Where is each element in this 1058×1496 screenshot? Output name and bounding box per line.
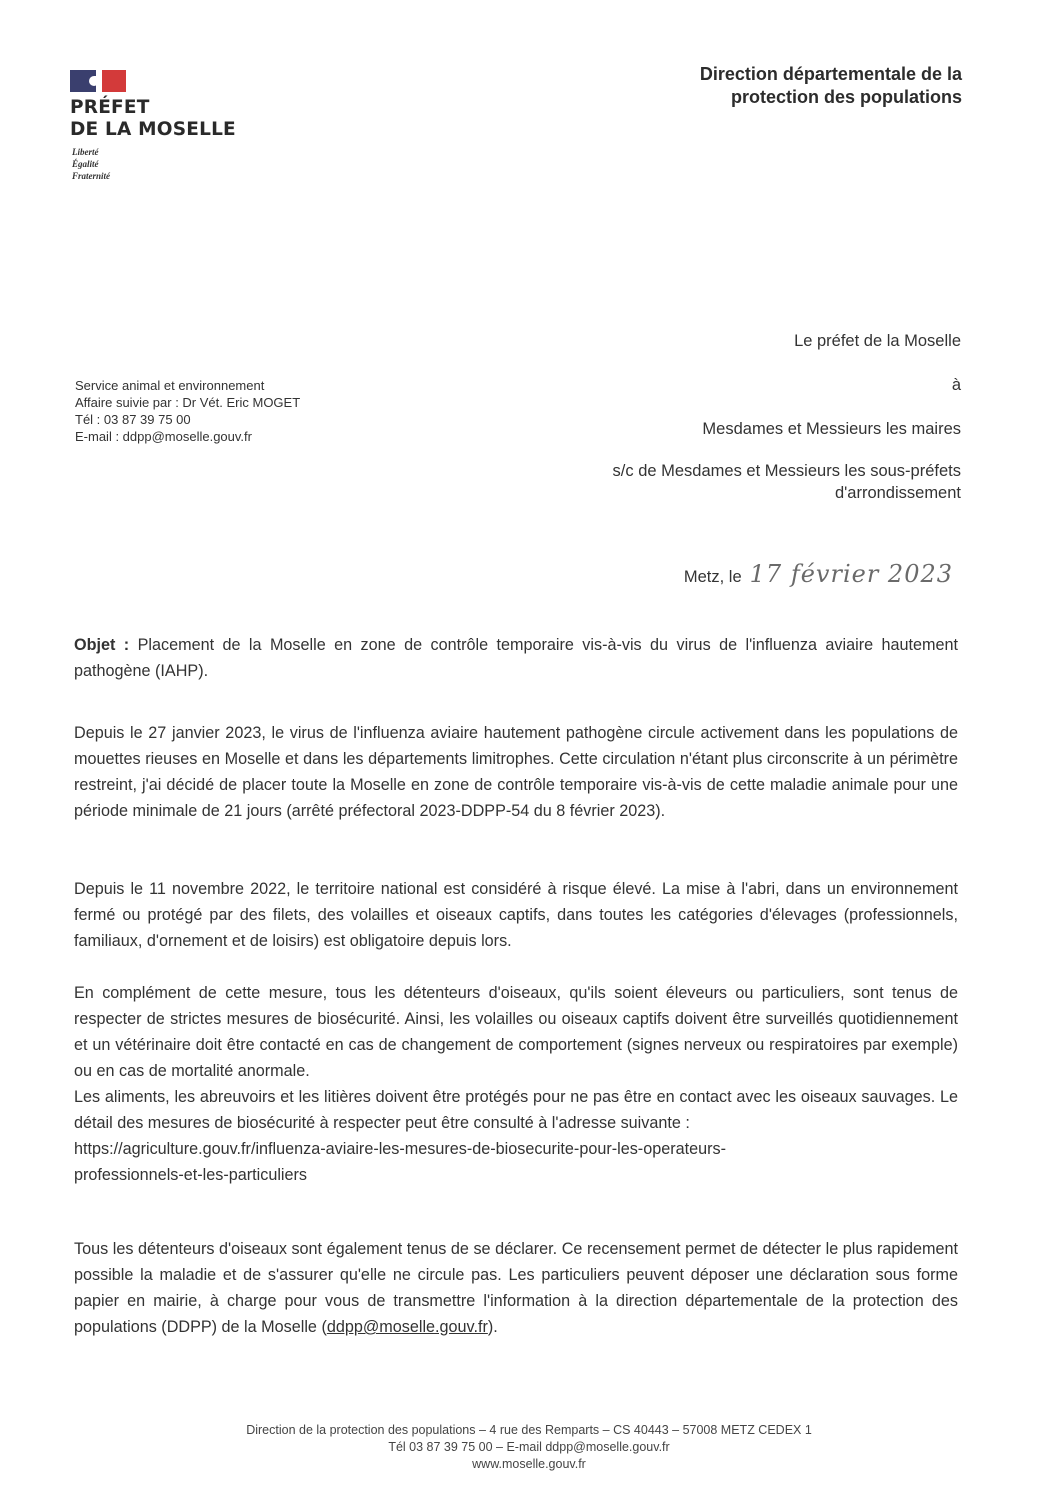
footer-website[interactable]: www.moselle.gouv.fr — [472, 1457, 586, 1471]
department-header — [700, 63, 962, 109]
footer-contact: Tél 03 87 39 75 00 – E-mail ddpp@moselle.gouv.fr — [388, 1440, 670, 1454]
footer-address: Direction de la protection des populations – 4 rue des Remparts – CS 40443 – 57008 METZ CEDEX 1 — [246, 1423, 812, 1437]
sender-email: E-mail : ddpp@moselle.gouv.fr — [75, 429, 252, 444]
recipient-from: Le préfet de la Moselle — [794, 332, 961, 350]
paragraph-4-text: Les aliments, les abreuvoirs et les litières doivent être protégés pour ne pas être en contact avec les oiseaux sauvages. Le détail des mesures de biosécurité à respecter peut être consulté à l'adresse suivante : — [74, 1088, 958, 1132]
recipient-to: Mesdames et Messieurs les maires — [702, 420, 961, 438]
paragraph-3 — [74, 980, 958, 1084]
sender-phone: Tél : 03 87 39 75 00 — [75, 412, 191, 427]
biosecurity-url-line1[interactable]: https://agriculture.gouv.fr/influenza-aviaire-les-mesures-de-biosecurite-pour-les-operateurs- — [74, 1140, 726, 1158]
subject-label: Objet : — [74, 636, 130, 654]
biosecurity-url-line2[interactable]: professionnels-et-les-particuliers — [74, 1166, 308, 1184]
paragraph-2-text: Depuis le 11 novembre 2022, le territoire national est considéré à risque élevé. La mise à l'abri, dans un environnement fermé ou protégé par des filets, des volailles et oiseaux captifs, dans toutes les catégories d'élevages (professionnels, familiaux, d'ornement et de loisirs) est obligatoire depuis lors. — [74, 880, 958, 950]
recipient-to-word: à — [951, 376, 961, 394]
logo-title-line2: DE LA MOSELLE — [70, 119, 236, 140]
paragraph-1-text: Depuis le 27 janvier 2023, le virus de l'influenza aviaire hautement pathogène circule activement dans les populations de mouettes rieuses en Moselle et dans les départements limitrophes. Cette circulation n'étant plus circonscrite à un périmètre restreint, j'ai décidé de placer toute la Moselle en zone de contrôle temporaire vis-à-vis de cette maladie animale pour une période minimale de 21 jours (arrêté préfectoral 2023-DDPP-54 du 8 février 2023). — [74, 724, 958, 820]
ddpp-email-link[interactable]: ddpp@moselle.gouv.fr — [326, 1318, 488, 1336]
paragraph-4 — [74, 1084, 958, 1188]
flag-red-band — [102, 70, 126, 92]
paragraph-5-close: ). — [487, 1318, 498, 1336]
paragraph-5-text: Tous les détenteurs d'oiseaux sont également tenus de se déclarer. Ce recensement permet de détecter le plus rapidement possible la maladie et de s'assurer qu'elle ne circule pas. Les particuliers peuvent déposer une déclaration sous forme papier en mairie, à charge pour vous de transmettre l'information à la direction départementale de la protection des populations (DDPP) de la Moselle — [74, 1240, 958, 1336]
paragraph-1 — [74, 720, 958, 824]
motto-liberte: Liberté — [72, 147, 99, 157]
sender-block — [75, 377, 300, 445]
motto-egalite: Égalité — [72, 159, 99, 169]
paragraph-2 — [74, 876, 958, 954]
prefecture-logo-title — [70, 97, 236, 141]
paragraph-5-open: ( — [321, 1318, 327, 1336]
marianne-profile-mark — [89, 76, 99, 86]
letter-date — [684, 560, 953, 588]
paragraph-5 — [74, 1236, 958, 1340]
republic-motto — [72, 146, 110, 182]
letter-footer — [0, 1422, 1058, 1473]
marianne-logo-flag-icon — [70, 70, 126, 92]
date-prefix: Metz, le — [683, 568, 742, 586]
department-line1: Direction départementale de la — [699, 64, 962, 84]
recipient-via — [613, 460, 961, 504]
logo-title-line1: PRÉFET — [70, 97, 150, 118]
subject-line — [74, 632, 958, 684]
subject-text: Placement de la Moselle en zone de contrôle temporaire vis-à-vis du virus de l'influenza aviaire hautement pathogène (IAHP). — [74, 636, 958, 680]
recipient-via-line2: d'arrondissement — [834, 484, 961, 502]
sender-contact: Affaire suivie par : Dr Vét. Eric MOGET — [75, 395, 301, 410]
motto-fraternite: Fraternité — [72, 171, 111, 181]
department-line2: protection des populations — [730, 87, 962, 107]
sender-service: Service animal et environnement — [75, 378, 265, 393]
recipient-via-line1: s/c de Mesdames et Messieurs les sous-préfets — [612, 462, 961, 480]
paragraph-3-text: En complément de cette mesure, tous les détenteurs d'oiseaux, qu'ils soient éleveurs ou particuliers, sont tenus de respecter de strictes mesures de biosécurité. Ainsi, les volailles ou oiseaux captifs doivent être surveillés quotidiennement et un vétérinaire doit être contacté en cas de changement de comportement (signes nerveux ou respiratoires par exemple) ou en cas de mortalité anormale. — [74, 984, 958, 1080]
date-handwritten: 17 février 2023 — [749, 560, 953, 588]
